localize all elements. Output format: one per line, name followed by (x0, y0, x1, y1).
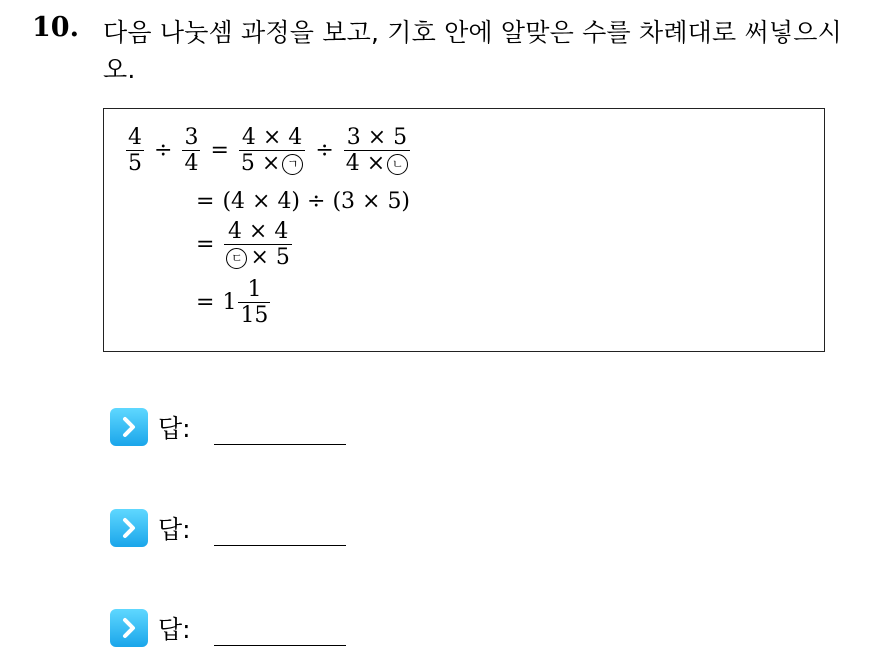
divide-sign: ÷ (154, 138, 173, 163)
answer-label: 답: (158, 414, 191, 443)
fraction (224, 219, 291, 270)
question-text: 다음 나눗셈 과정을 보고, 기호 안에 알맞은 수를 차례대로 써넣으시오. (103, 18, 842, 84)
answer-blank[interactable] (214, 545, 346, 546)
answer-blank[interactable] (214, 645, 346, 646)
fraction (126, 125, 144, 176)
circled-mark-c: ㄷ (226, 248, 247, 269)
denominator (224, 245, 291, 270)
calc-line-3 (196, 219, 294, 270)
numerator: 1 (247, 277, 262, 302)
calc-line-2 (196, 189, 410, 214)
denominator (344, 151, 410, 176)
equals-sign: = (196, 290, 215, 315)
answer-row-3 (110, 609, 370, 649)
arrow-right-icon (110, 509, 148, 547)
fraction (238, 277, 270, 328)
circled-mark-a: ㄱ (282, 154, 303, 175)
fraction (239, 125, 305, 176)
calc-line-1 (124, 125, 412, 176)
fraction (182, 125, 200, 176)
answer-label: 답: (158, 515, 191, 544)
denominator (239, 151, 305, 176)
answer-blank[interactable] (214, 444, 346, 445)
denominator: 5 (128, 151, 142, 176)
denominator-text: 5 × (240, 151, 281, 176)
arrow-right-icon (110, 609, 148, 647)
mixed-number-whole: 1 (222, 290, 237, 315)
circled-mark-b: ㄴ (387, 154, 408, 175)
numerator: 4 × 4 (241, 125, 303, 150)
numerator: 3 × 5 (346, 125, 408, 150)
expression: (4 × 4) ÷ (3 × 5) (222, 189, 411, 214)
numerator: 4 × 4 (227, 219, 289, 244)
equals-sign: = (210, 138, 229, 163)
fraction (344, 125, 410, 176)
numerator: 3 (184, 125, 199, 150)
answer-label: 답: (158, 615, 191, 644)
calculation-box (103, 108, 825, 352)
question-number: 10. (32, 12, 79, 43)
divide-sign: ÷ (315, 138, 334, 163)
calc-line-4 (196, 277, 272, 328)
numerator: 4 (128, 125, 142, 150)
denominator: 4 (184, 151, 199, 176)
answer-row-1 (110, 408, 370, 448)
equals-sign: = (196, 189, 215, 214)
arrow-right-icon (110, 408, 148, 446)
denominator-text: 4 × (345, 151, 386, 176)
equals-sign: = (196, 232, 215, 257)
denominator-text: × 5 (250, 245, 290, 270)
answer-row-2 (110, 509, 370, 549)
denominator: 15 (240, 303, 269, 328)
